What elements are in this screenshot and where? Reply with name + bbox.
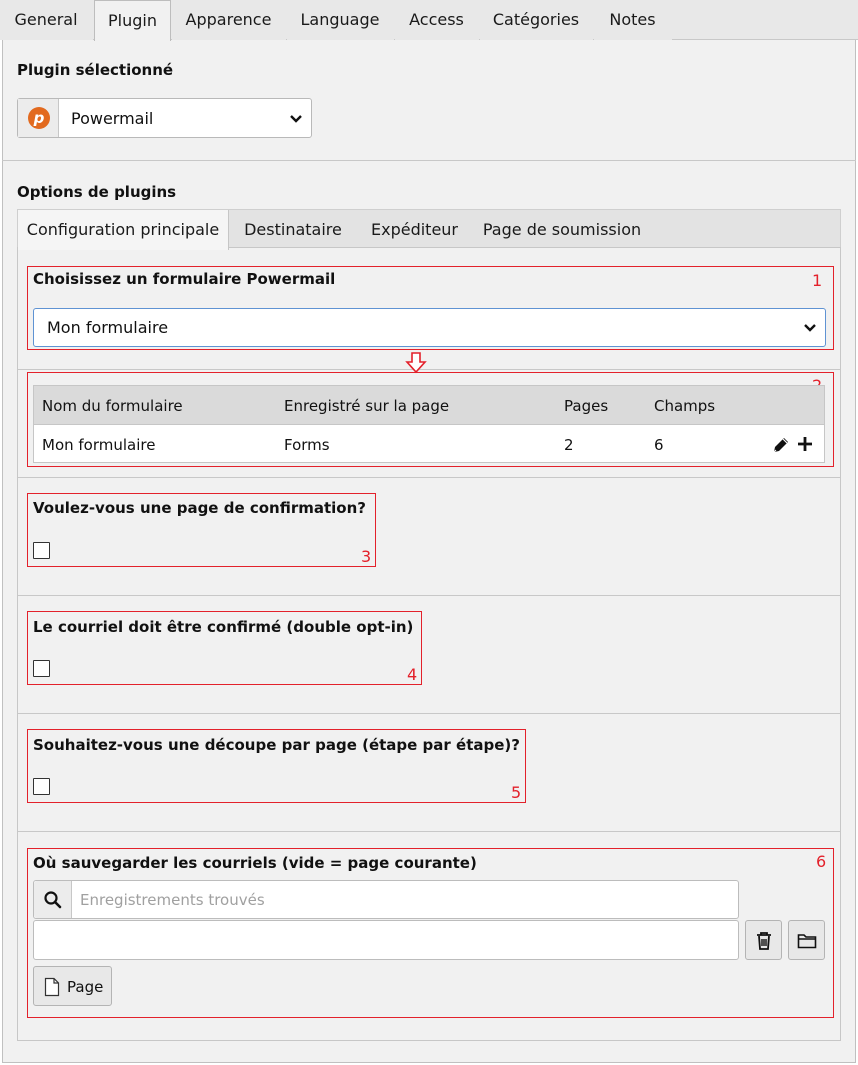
storage-page-label: Où sauvegarder les courriels (vide = page courante) [33, 854, 477, 872]
search-icon [43, 890, 63, 910]
record-search-field[interactable] [33, 880, 739, 919]
column-header: Nom du formulaire [42, 397, 183, 415]
form-select-value: Mon formulaire [47, 318, 169, 337]
annotation-number-3: 3 [361, 547, 372, 566]
tab-language[interactable]: Language [287, 0, 394, 40]
annotation-number-5: 5 [511, 783, 522, 802]
row-divider [18, 595, 840, 596]
powermail-form-select[interactable] [33, 308, 826, 347]
plus-icon[interactable] [797, 436, 813, 452]
pages-cell: 2 [564, 436, 574, 454]
plugin-options-heading: Options de plugins [17, 183, 177, 201]
confirmation-page-label: Voulez-vous une page de confirmation? [33, 499, 366, 517]
fields-cell: 6 [654, 436, 664, 454]
multistep-checkbox[interactable] [33, 778, 50, 795]
page-cell: Forms [284, 436, 330, 454]
plugin-select-value: Powermail [71, 109, 154, 128]
folder-icon [797, 932, 817, 950]
row-divider [18, 713, 840, 714]
double-optin-label: Le courriel doit être confirmé (double opt-in) [33, 618, 414, 636]
trash-icon [755, 931, 773, 951]
section-divider [2, 160, 856, 161]
table-header [34, 386, 824, 425]
subtab-expediteur[interactable]: Expéditeur [370, 220, 458, 239]
subtab-destinataire[interactable]: Destinataire [244, 220, 342, 239]
tab-general[interactable]: General [0, 0, 93, 40]
form-name-cell: Mon formulaire [42, 436, 156, 454]
plugin-icon-cell [18, 99, 59, 137]
form-select-label: Choisissez un formulaire Powermail [33, 270, 336, 288]
arrow-down-icon [405, 352, 427, 374]
annotation-number-4: 4 [407, 665, 418, 684]
column-header: Enregistré sur la page [284, 397, 450, 415]
tab-categories[interactable]: Catégories [480, 0, 593, 40]
chevron-down-icon [803, 323, 817, 333]
powermail-icon: p [28, 107, 50, 129]
annotation-number-1: 1 [812, 271, 823, 290]
search-placeholder: Enregistrements trouvés [80, 891, 265, 909]
row-divider [18, 831, 840, 832]
delete-button[interactable] [745, 920, 782, 960]
tab-notes[interactable]: Notes [594, 0, 672, 40]
pencil-icon[interactable] [771, 435, 791, 455]
selected-records-field[interactable] [33, 920, 739, 960]
row-divider [18, 369, 840, 370]
row-divider [18, 477, 840, 478]
subtab-configuration-principale[interactable]: Configuration principale [18, 210, 229, 250]
browse-folder-button[interactable] [788, 920, 825, 960]
tab-apparence[interactable]: Apparence [172, 0, 286, 40]
plugin-options-tabs [17, 209, 841, 248]
multistep-label: Souhaitez-vous une découpe par page (étape par étape)? [33, 736, 520, 754]
chevron-down-icon [289, 114, 303, 124]
form-info-table [33, 385, 825, 463]
selected-plugin-heading: Plugin sélectionné [17, 61, 174, 79]
search-addon [34, 881, 72, 918]
confirmation-page-checkbox[interactable] [33, 542, 50, 559]
plugin-select[interactable] [17, 98, 312, 138]
page-type-button[interactable] [33, 966, 112, 1006]
page-button-label: Page [67, 978, 104, 996]
annotation-number-6: 6 [816, 852, 827, 871]
subtab-page-de-soumission[interactable]: Page de soumission [482, 220, 642, 239]
tab-access[interactable]: Access [395, 0, 479, 40]
tab-plugin[interactable]: Plugin [94, 0, 171, 41]
column-header: Pages [564, 397, 609, 415]
page-icon [44, 977, 60, 997]
double-optin-checkbox[interactable] [33, 660, 50, 677]
column-header: Champs [654, 397, 716, 415]
